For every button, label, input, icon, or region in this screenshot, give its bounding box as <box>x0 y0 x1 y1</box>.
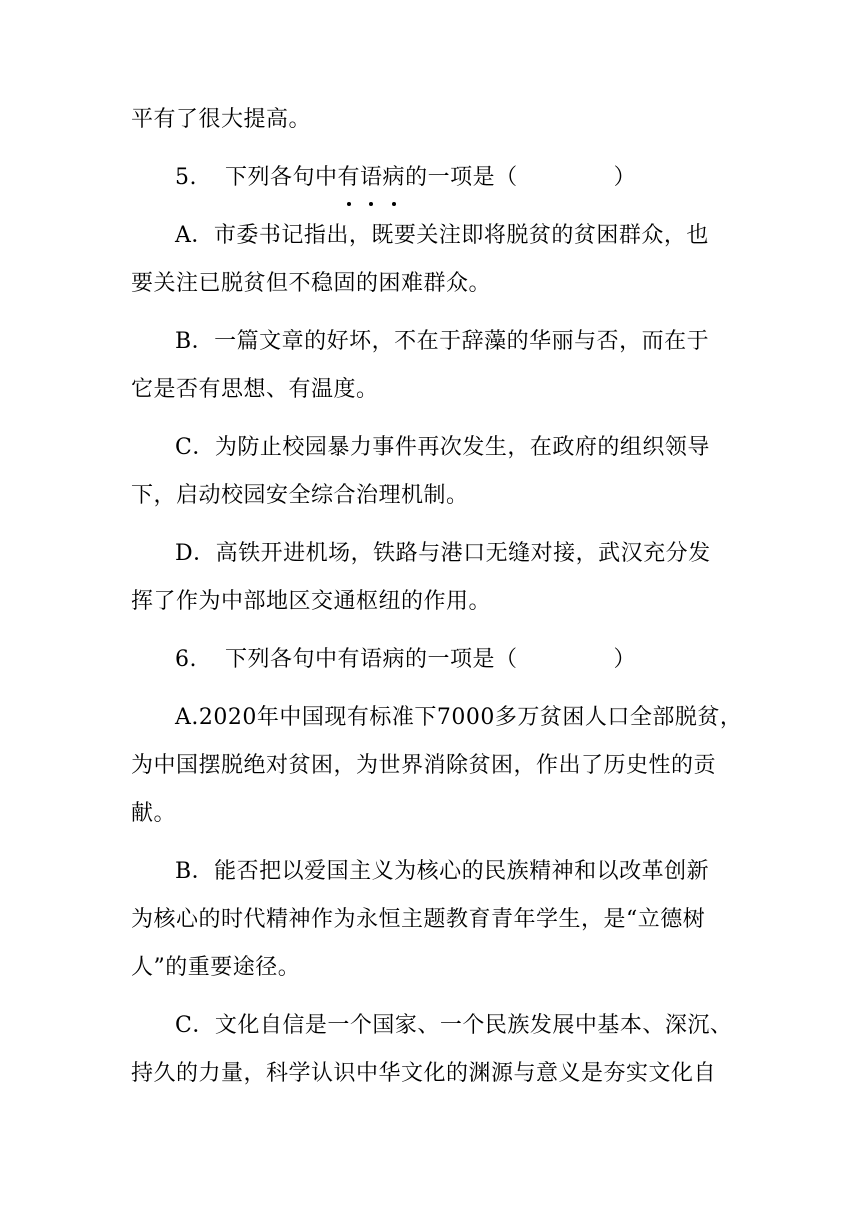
stem-text: 下列各句中有语病的一项是（ <box>225 647 518 672</box>
option-c-line: C．为防止校园暴力事件再次发生，在政府的组织领导 <box>175 435 710 460</box>
question-number: 5. <box>175 165 197 190</box>
option-b-line: B．能否把以爱国主义为核心的民族精神和以改革创新 <box>175 859 710 884</box>
option-b-line: 为核心的时代精神作为永恒主题教育青年学生，是“立德树 <box>131 907 706 932</box>
option-b-line: 人”的重要途径。 <box>131 955 301 980</box>
question-5-stem <box>131 154 731 202</box>
stem-text: ） <box>613 165 637 190</box>
option-c-line: 持久的力量，科学认识中华文化的渊源与意义是夯实文化自 <box>131 1061 717 1086</box>
option-c-line: C．文化自信是一个国家、一个民族发展中基本、深沉、 <box>175 1013 733 1038</box>
option-c-line: 下，启动校园安全综合治理机制。 <box>131 483 469 508</box>
option-d-line: D．高铁开进机场，铁路与港口无缝对接，武汉充分发 <box>175 541 711 566</box>
stem-text: 的一项是（ <box>405 165 518 190</box>
option-d-line: 挥了作为中部地区交通枢纽的作用。 <box>131 589 492 614</box>
question-6-stem <box>131 636 731 684</box>
option-b-line: 它是否有思想、有温度。 <box>131 377 379 402</box>
question-number: 6. <box>175 647 197 672</box>
emphasis-char: 病 <box>383 154 406 202</box>
option-b-line: B．一篇文章的好坏，不在于辞藻的华丽与否，而在于 <box>175 329 710 354</box>
stem-text: 下列各句中 <box>225 165 338 190</box>
option-a-line: A.2020年中国现有标准下7000多万贫困人口全部脱贫， <box>175 705 743 730</box>
option-a-line: 为中国摆脱绝对贫困，为世界消除贫困，作出了历史性的贡 <box>131 753 717 778</box>
option-a-line: 献。 <box>131 801 177 826</box>
text-line: 平有了很大提高。 <box>131 107 312 132</box>
document-page <box>131 96 743 1098</box>
emphasis-char: 语 <box>360 154 383 202</box>
emphasis-char: 有 <box>338 154 361 202</box>
option-a-line: 要关注已脱贫但不稳固的困难群众。 <box>131 271 492 296</box>
stem-text: ） <box>613 647 637 672</box>
option-a-line: A．市委书记指出，既要关注即将脱贫的贫困群众，也 <box>175 223 709 248</box>
